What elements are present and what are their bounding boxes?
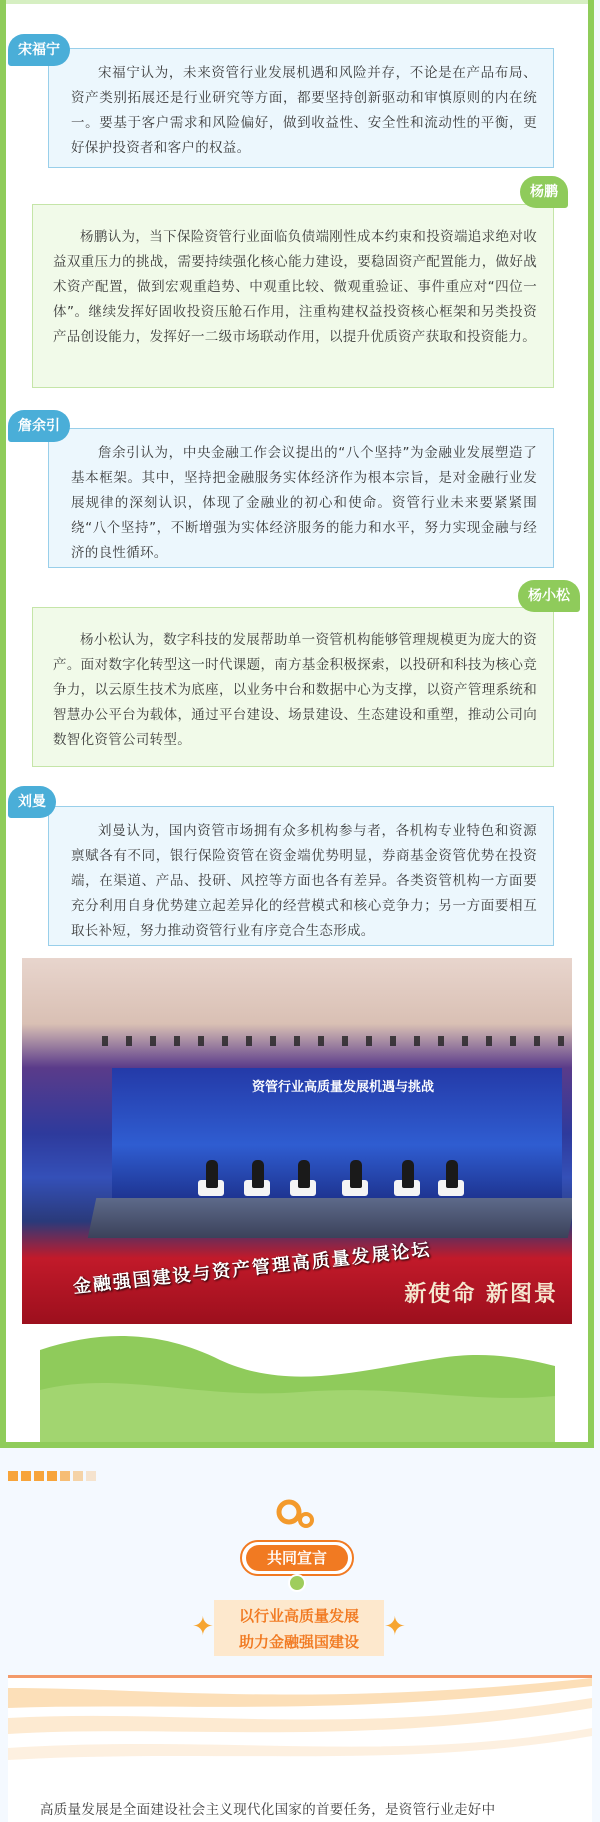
quote-card-liu: [48, 806, 554, 946]
quote-text: 宋福宁认为，未来资管行业发展机遇和风险并存，不论是在产品布局、资产类别拓展还是行业研究等方面，都要坚持创新驱动和审慎原则的内在统一。要基于客户需求和风险偏好，做到收益性、安全性和流动性的平衡，更好保护投资者和客户的权益。: [71, 65, 537, 156]
panelist: [298, 1160, 310, 1188]
slogan-line-1: 以行业高质量发展: [238, 1607, 359, 1625]
quote-card-yang-xiaosong: [32, 607, 554, 767]
slogan-line-2: 助力金融强国建设: [238, 1633, 359, 1651]
stage-platform: [88, 1198, 572, 1238]
slogan-block: [214, 1600, 384, 1656]
chain-logo-icon: [276, 1498, 320, 1530]
forum-stage-photo: [22, 958, 572, 1324]
speaker-tag-yang-xiaosong: 杨小松: [518, 580, 580, 612]
badge-dot: [288, 1574, 306, 1592]
quote-text: 杨小松认为，数字科技的发展帮助单一资管机构能够管理规模更为庞大的资产。面对数字化转型这一时代课题，南方基金积极探索，以投研和科技为核心竞争力，以云原生技术为底座，以业务中台和数据中心为支撑，以资产管理系统和智慧办公平台为载体，通过平台建设、场景建设、生态建设和重塑，推动公司向数智化资管公司转型。: [53, 632, 537, 748]
decorative-hill: [40, 1330, 555, 1442]
quote-card-yang-peng: [32, 204, 554, 388]
speaker-tag-yang-peng: 杨鹏: [520, 176, 568, 208]
speaker-tag-zhan: 詹余引: [8, 410, 70, 442]
quote-text: 詹余引认为，中央金融工作会议提出的“八个坚持”为金融业发展塑造了基本框架。其中，坚持把金融服务实体经济作为根本宗旨，是对金融行业发展规律的深刻认识，体现了金融业的初心和使命。资管行业未来要紧紧围绕“八个坚持”，不断增强为实体经济服务的能力和水平，努力实现金融与经济的良性循环。: [71, 445, 537, 561]
corner-logo: 新使命 新图景: [404, 1282, 558, 1307]
speaker-tag-liu: 刘曼: [8, 786, 56, 818]
stage-lights: [102, 1036, 572, 1046]
section-badge-label: 共同宣言: [246, 1545, 348, 1571]
panelist: [252, 1160, 264, 1188]
panelist: [402, 1160, 414, 1188]
frame-top-line: [6, 0, 588, 4]
sparkle-icon: ✦: [384, 1612, 406, 1642]
panelist: [206, 1160, 218, 1188]
decorative-wave: [8, 1678, 592, 1768]
speaker-tag-song: 宋福宁: [8, 34, 70, 66]
declaration-text: 高质量发展是全面建设社会主义现代化国家的首要任务，是资管行业走好中: [40, 1802, 496, 1818]
panelist: [350, 1160, 362, 1188]
decorative-dots: [8, 1466, 99, 1476]
quote-card-zhan: [48, 428, 554, 568]
sparkle-icon: ✦: [192, 1612, 214, 1642]
stage-banner: 金融强国建设与资产管理高质量发展论坛: [72, 1239, 433, 1298]
panelist: [446, 1160, 458, 1188]
quote-card-song: [48, 48, 554, 168]
quote-text: 杨鹏认为，当下保险资管行业面临负债端刚性成本约束和投资端追求绝对收益双重压力的挑战，需要持续强化核心能力建设，要稳固资产配置能力，做好战术资产配置，做到宏观重趋势、中观重比较、微观重验证、事件重应对“四位一体”。继续发挥好固收投资压舱石作用，注重构建权益投资核心框架和另类投资产品创设能力，发挥好一二级市场联动作用，以提升优质资产获取和投资能力。: [53, 229, 537, 345]
quote-text: 刘曼认为，国内资管市场拥有众多机构参与者，各机构专业特色和资源禀赋各有不同，银行保险资管在资金端优势明显，券商基金资管优势在投资端，在渠道、产品、投研、风控等方面也各有差异。各类资管机构一方面要充分利用自身优势建立起差异化的经营模式和核心竞争力；另一方面要相互取长补短，努力推动资管行业有序竞合生态形成。: [71, 823, 537, 939]
section-badge: [240, 1540, 354, 1576]
screen-title: 资管行业高质量发展机遇与挑战: [252, 1080, 435, 1095]
